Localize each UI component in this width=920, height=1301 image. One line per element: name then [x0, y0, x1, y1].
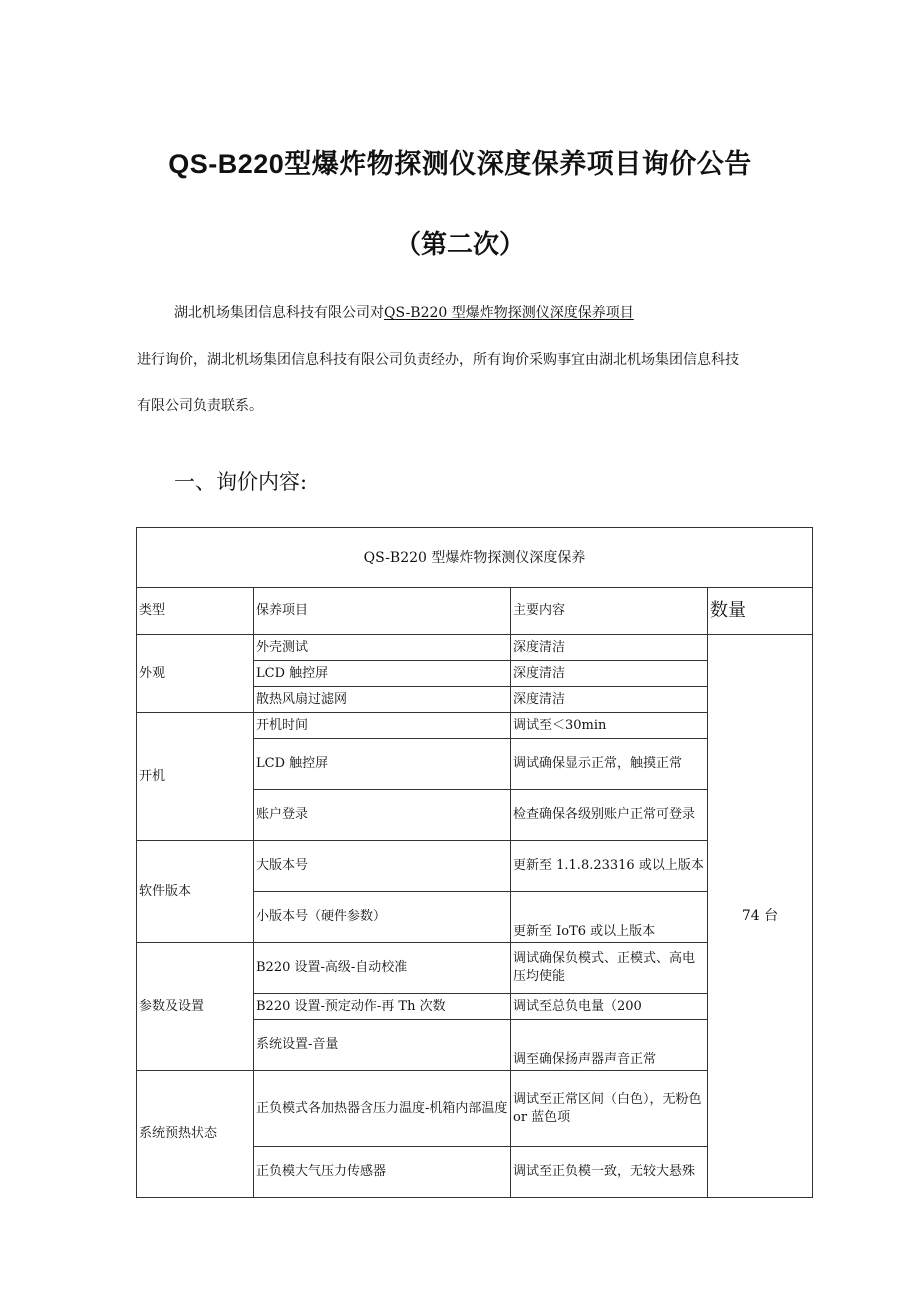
quantity-cell: 74 台 [708, 635, 813, 1198]
intro-line-2: 进行询价，湖北机场集团信息科技有限公司负责经办，所有询价采购事宜由湖北机场集团信息科技 [137, 352, 739, 368]
item-cell: 外壳测试 [254, 635, 511, 661]
table-header-row [137, 588, 813, 635]
content-cell: 更新至 IoT6 或以上版本 [511, 892, 708, 943]
item-cell: 散热风扇过滤网 [254, 687, 511, 713]
content-cell: 深度清洁 [511, 687, 708, 713]
item-cell: B220 设置-预定动作-再 Th 次数 [254, 994, 511, 1020]
content-cell: 调试确保负模式、正模式、高电压均使能 [511, 943, 708, 994]
content-cell: 调至确保扬声器声音正常 [511, 1020, 708, 1071]
item-cell: 小版本号（硬件参数） [254, 892, 511, 943]
type-cell: 系统预热状态 [137, 1071, 254, 1198]
intro-line-1 [174, 302, 634, 322]
content-cell: 调试至＜30min [511, 713, 708, 739]
item-cell: LCD 触控屏 [254, 661, 511, 687]
header-item: 保养项目 [254, 588, 511, 635]
item-cell: 系统设置-音量 [254, 1020, 511, 1071]
page-title: QS-B220型爆炸物探测仪深度保养项目询价公告 [168, 149, 752, 180]
type-cell: 软件版本 [137, 841, 254, 943]
header-type: 类型 [137, 588, 254, 635]
type-cell: 外观 [137, 635, 254, 713]
content-cell: 调试至正负模一致，无较大悬殊 [511, 1147, 708, 1198]
type-cell: 参数及设置 [137, 943, 254, 1071]
content-cell: 调试至总负电量（200 [511, 994, 708, 1020]
intro-text: 湖北机场集团信息科技有限公司对 [174, 305, 384, 321]
content-cell: 深度清洁 [511, 635, 708, 661]
title-rest: 型爆炸物探测仪深度保养项目询价公告 [284, 149, 752, 180]
item-cell: 正负模式各加热器含压力温度-机箱内部温度 [254, 1071, 511, 1147]
header-qty: 数量 [708, 588, 813, 635]
item-cell: 正负模大气压力传感器 [254, 1147, 511, 1198]
content-cell: 调试至正常区间（白色），无粉色 or 蓝色项 [511, 1071, 708, 1147]
item-cell: 账户登录 [254, 790, 511, 841]
item-cell: 开机时间 [254, 713, 511, 739]
item-cell: B220 设置-高级-自动校准 [254, 943, 511, 994]
item-cell: LCD 触控屏 [254, 739, 511, 790]
content-cell: 深度清洁 [511, 661, 708, 687]
inquiry-table [136, 527, 813, 1198]
content-cell: 调试确保显示正常，触摸正常 [511, 739, 708, 790]
type-cell: 开机 [137, 713, 254, 841]
table-caption-row [137, 528, 813, 588]
table-caption: QS-B220 型爆炸物探测仪深度保养 [137, 528, 813, 588]
page-subtitle: （第二次） [394, 230, 525, 260]
item-cell: 大版本号 [254, 841, 511, 892]
intro-line-3: 有限公司负责联系。 [137, 398, 263, 414]
content-cell: 检查确保各级别账户正常可登录 [511, 790, 708, 841]
header-content: 主要内容 [511, 588, 708, 635]
section-heading: 一、询价内容: [174, 470, 308, 494]
content-cell: 更新至 1.1.8.23316 或以上版本 [511, 841, 708, 892]
project-name-link: QS-B220 型爆炸物探测仪深度保养项目 [384, 305, 634, 321]
table-row [137, 635, 813, 661]
